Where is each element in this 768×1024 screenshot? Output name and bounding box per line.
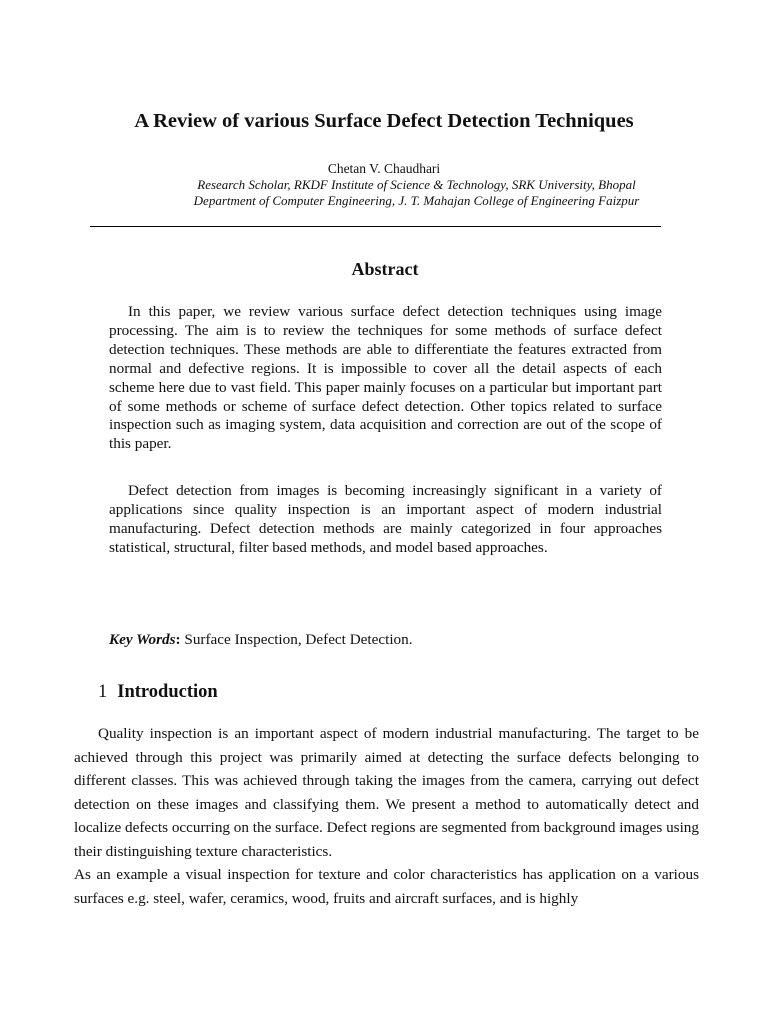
abstract-paragraph-1: In this paper, we review various surface defect detection techniques using image processing. The aim is to review the techniques for some methods of surface defect detection techniques. These methods are able to differentiate the features extracted from normal and defective regions. It is impossible to cover all the detail aspects of each scheme here due to vast field. This paper mainly focuses on a particular but important part of some methods or scheme of surface defect detection. Other topics related to surface inspection such as imaging system, data acquisition and correction are out of the scope of this paper. bbox=[109, 303, 662, 453]
affiliation-1: Research Scholar, RKDF Institute of Science & Technology, SRK University, Bhopal bbox=[197, 177, 636, 192]
author-name: Chetan V. Chaudhari bbox=[327, 161, 441, 176]
keywords-label: Key Words: bbox=[109, 631, 181, 648]
section-number: 1 bbox=[98, 682, 108, 702]
abstract-paragraph-2: Defect detection from images is becoming increasingly significant in a variety of applications since quality inspection is an important aspect of modern industrial manufacturing. Defect detection methods are mainly categorized in four approaches statistical, structural, filter based methods, and model based approaches. bbox=[109, 482, 662, 556]
intro-paragraph-2: As an example a visual inspection for texture and color characteristics has application on a various surfaces e.g. steel, wafer, ceramics, wood, fruits and aircraft surfaces, and is highly bbox=[74, 866, 699, 907]
section-heading-introduction bbox=[98, 682, 218, 703]
intro-paragraph-1: Quality inspection is an important aspect of modern industrial manufacturing. The target to be achieved through this project was primarily aimed at detecting the surface defects belonging to different classes. This was achieved through taking the images from the camera, carrying out defect detection on these images and classifying them. We present a method to automatically detect and localize defects occurring on the surface. Defect regions are segmented from background images using their distinguishing texture characteristics. bbox=[74, 725, 699, 860]
keywords bbox=[109, 631, 413, 649]
section-title: Introduction bbox=[117, 682, 218, 702]
header-divider bbox=[90, 226, 661, 227]
abstract-heading: Abstract bbox=[351, 259, 419, 279]
affiliation-2: Department of Computer Engineering, J. T. Mahajan College of Engineering Faizpur bbox=[193, 193, 640, 208]
keywords-text: Surface Inspection, Defect Detection. bbox=[180, 631, 413, 648]
paper-title: A Review of various Surface Defect Detection Techniques bbox=[134, 110, 634, 132]
